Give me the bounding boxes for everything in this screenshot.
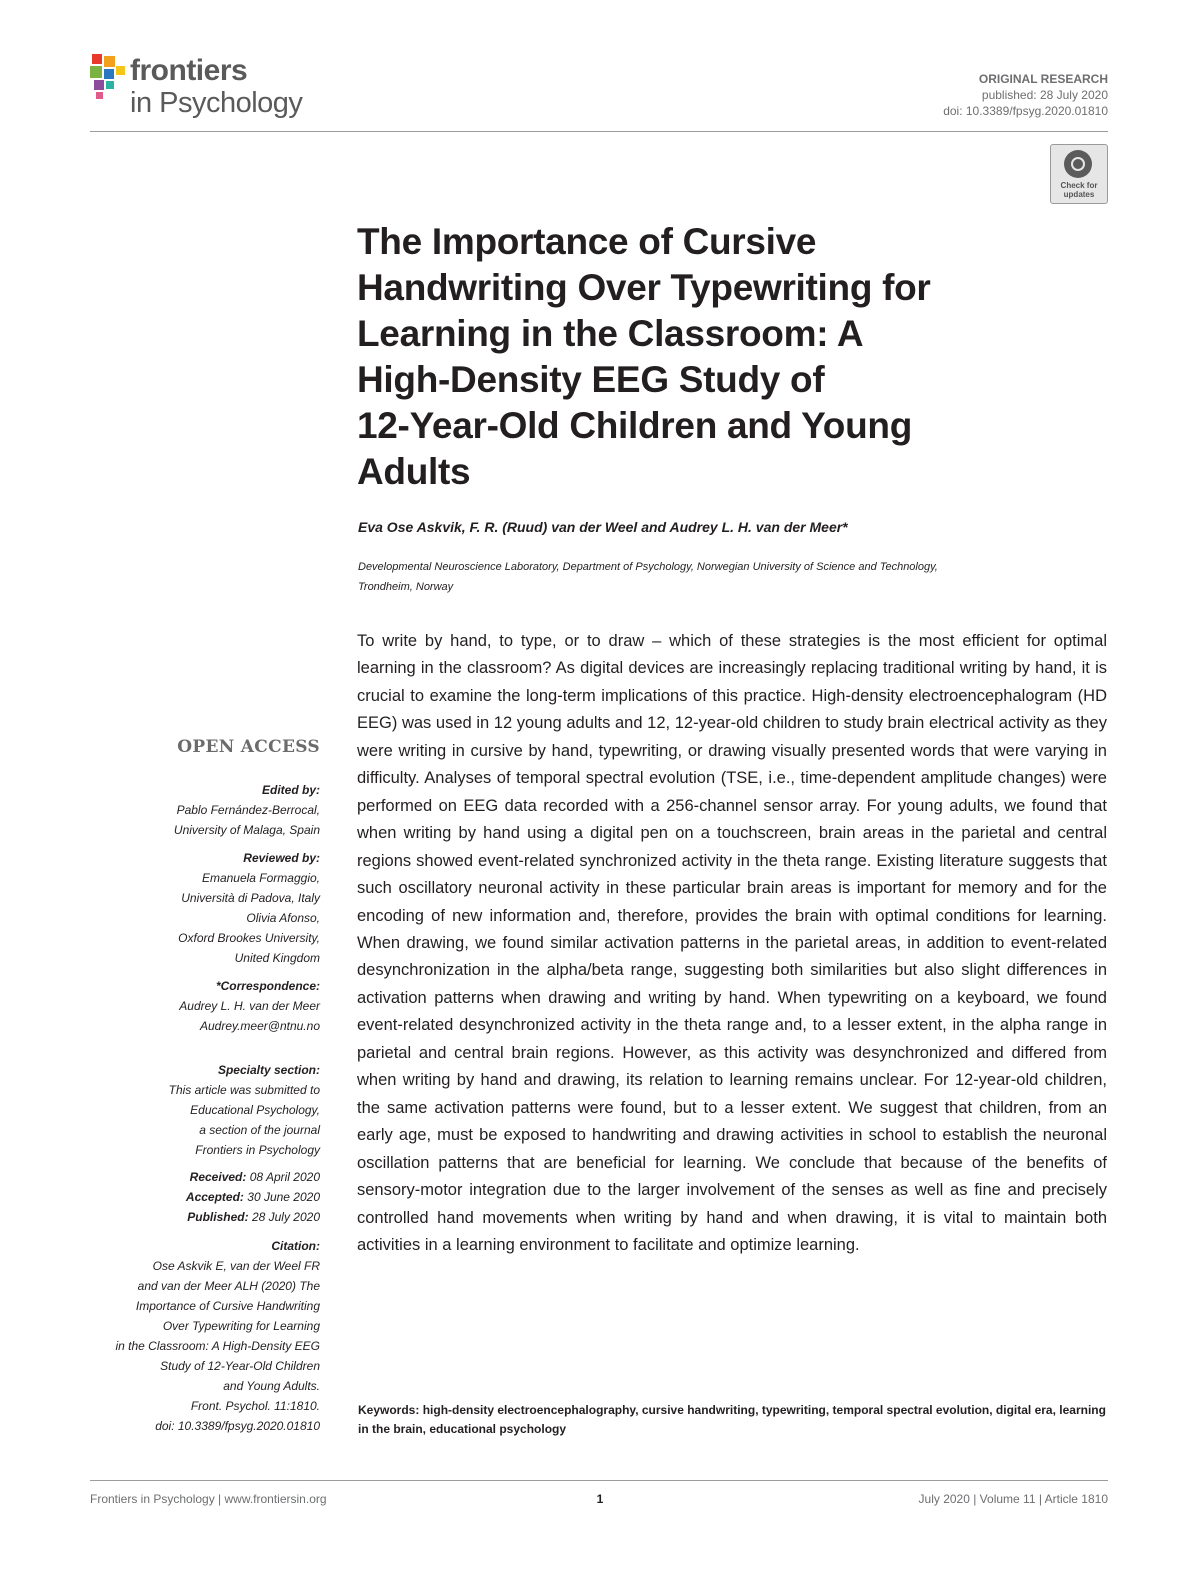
open-access-label: OPEN ACCESS [177,737,320,757]
title-line: The Importance of Cursive [357,221,817,262]
journal-logo [88,50,318,125]
abstract: To write by hand, to type, or to draw – which of these strategies is the most efficient for optimal learning in the classroom? As digital devices are increasingly replacing traditional writing by hand, it is crucial to examine the long-term implications of this practice. High-density electroencephalogram (HD EEG) was used in 12 young adults and 12, 12-year-old children to study brain electrical activity as they were writing in cursive by hand, typewriting, or drawing visually presented words that were varying in difficulty. Analyses of temporal spectral evolution (TSE, i.e., time-dependent amplitude changes) were performed on EEG data recorded with a 256-channel sensor array. For young adults, we found that when writing by hand using a digital pen on a touchscreen, brain areas in the parietal and central regions showed event-related synchronized activity in the theta range. Existing literature suggests that such oscillatory neuronal activity in these particular brain areas is important for memory and for the encoding of new information and, therefore, provides the brain with optimal conditions for learning. When drawing, we found similar activation patterns in the parietal areas, in addition to event-related desynchronization in the alpha/beta range, suggesting both similarities but also slight differences in activation patterns when drawing and writing by hand. When typewriting on a keyboard, we found event-related desynchronized activity in the theta range and, to a lesser extent, in the alpha range in parietal and central brain regions. However, as this activity was desynchronized and differed from when writing by hand and drawing, its relation to learning remains unclear. For 12-year-old children, the same activation patterns were found, but to a lesser extent. We suggest that children, from an early age, must be exposed to handwriting and drawing activities in school to establish the neuronal oscillation patterns that are beneficial for learning. We conclude that because of the benefits of sensory-motor integration due to the larger involvement of the senses as well as fine and precisely controlled hand movements when writing by hand and when drawing, it is vital to maintain both activities in a learning environment to facilitate and optimize learning. [357,632,1107,1254]
correspondence-label: *Correspondence: [215,979,320,993]
title-line: 12-Year-Old Children and Young [357,405,912,446]
article-title [357,219,1057,495]
correspondence-email[interactable]: Audrey.meer@ntnu.no [199,1019,320,1033]
accepted-date [60,1187,320,1207]
check-updates-label: Check for updates [1060,181,1098,199]
article-type: ORIGINAL RESEARCH [978,72,1108,86]
title-line: Learning in the Classroom: A [357,313,864,354]
accepted-label: Accepted: [185,1190,244,1204]
published-date: published: 28 July 2020 [981,88,1108,102]
journal-subtitle: in Psychology [130,87,303,119]
specialty-line: a section of the journal [199,1123,320,1137]
published-value: 28 July 2020 [251,1210,320,1224]
accepted-value: 30 June 2020 [247,1190,320,1204]
check-for-updates-button[interactable] [1050,144,1108,204]
title-line: Adults [357,451,471,492]
citation-doi[interactable]: doi: 10.3389/fpsyg.2020.01810 [155,1419,320,1433]
citation-section [60,1236,320,1436]
editor-line: University of Malaga, Spain [173,823,320,837]
reviewed-by-label: Reviewed by: [243,851,320,865]
reviewer-line: Emanuela Formaggio, [201,871,320,885]
page-number: 1 [596,1492,604,1506]
title-line: Handwriting Over Typewriting for [357,267,931,308]
specialty-line: This article was submitted to [168,1083,320,1097]
reviewed-by-section [60,848,320,968]
dates-section [60,1167,320,1227]
citation-line: Over Typewriting for Learning [162,1319,320,1333]
affiliation-line: Developmental Neuroscience Laboratory, Department of Psychology, Norwegian University of Science and Technology, [358,561,938,573]
published-date-side [60,1207,320,1227]
citation-label: Citation: [271,1239,320,1253]
keywords-list: high-density electroencephalography, cursive handwriting, typewriting, temporal spectral evolution, digital era, learning in the brain, educational psychology [358,1403,1106,1436]
edited-by-label: Edited by: [261,783,320,797]
citation-line: in the Classroom: A High-Density EEG [115,1339,320,1353]
check-updates-icon [1064,150,1092,178]
authors: Eva Ose Askvik, F. R. (Ruud) van der Weel and Audrey L. H. van der Meer* [358,519,848,535]
reviewer-line: Oxford Brookes University, [178,931,320,945]
correspondence-section [60,976,320,1036]
frontiers-logo-icon [88,52,130,100]
article-meta-header [943,71,1108,119]
footer-journal-link[interactable]: Frontiers in Psychology | www.frontiersin.org [90,1492,327,1506]
reviewer-line: Università di Padova, Italy [181,891,320,905]
citation-line: Study of 12-Year-Old Children [160,1359,320,1373]
received-value: 08 April 2020 [249,1170,320,1184]
published-label: Published: [187,1210,249,1224]
citation-line: and Young Adults. [223,1379,320,1393]
citation-line: and van der Meer ALH (2020) The [137,1279,320,1293]
affiliation [358,557,1078,597]
correspondence-name: Audrey L. H. van der Meer [179,999,320,1013]
citation-line: Importance of Cursive Handwriting [135,1299,320,1313]
citation-line: Front. Psychol. 11:1810. [190,1399,320,1413]
affiliation-line: Trondheim, Norway [358,581,454,593]
specialty-line: Educational Psychology, [190,1103,320,1117]
specialty-label: Specialty section: [217,1063,320,1077]
specialty-section [60,1060,320,1160]
edited-by-section [60,780,320,840]
reviewer-line: Olivia Afonso, [246,911,320,925]
footer-divider [90,1480,1108,1481]
footer-issue-info: July 2020 | Volume 11 | Article 1810 [918,1492,1108,1506]
keywords-label: Keywords: [358,1403,420,1417]
journal-brand: frontiers [130,54,248,87]
received-date [60,1167,320,1187]
received-label: Received: [189,1170,247,1184]
doi[interactable]: doi: 10.3389/fpsyg.2020.01810 [943,104,1108,118]
editor-line: Pablo Fernández-Berrocal, [176,803,320,817]
citation-line: Ose Askvik E, van der Weel FR [152,1259,320,1273]
reviewer-line: United Kingdom [234,951,320,965]
specialty-line: Frontiers in Psychology [195,1143,320,1157]
header-divider [90,131,1108,132]
keywords [358,1401,1108,1439]
title-line: High-Density EEG Study of [357,359,825,400]
